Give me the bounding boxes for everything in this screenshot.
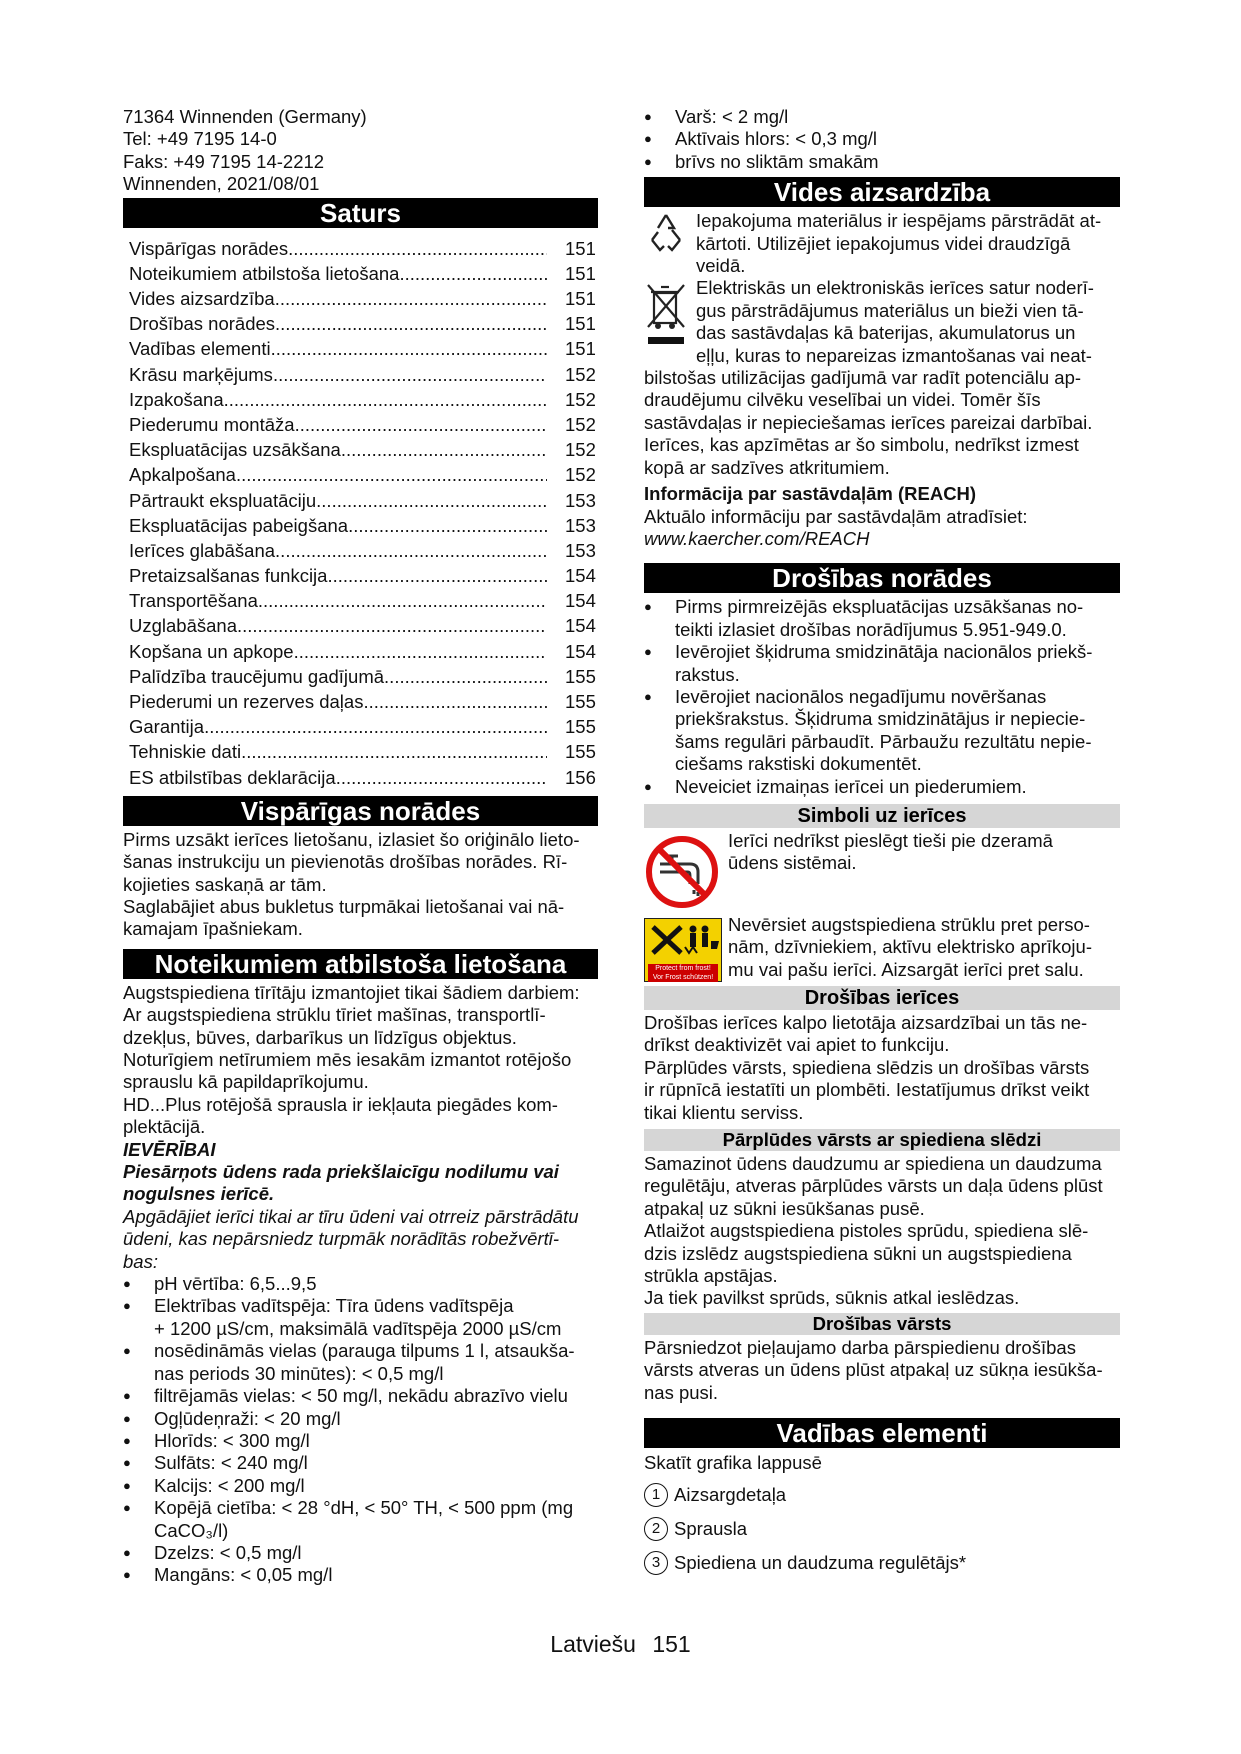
toc-leader-dots — [275, 538, 547, 563]
devices-line: drīkst deaktivizēt vai apiet to funkciju. — [644, 1034, 950, 1056]
toc-leader-dots — [295, 412, 547, 437]
control-item — [644, 1512, 1120, 1546]
toc-entry-label: Pretaizsalšanas funkcija — [129, 565, 328, 587]
safety-item-line: ● Ievērojiet šķidruma smidzinātāja nacionālos priekš- — [675, 641, 1093, 663]
control-label: Aizsargdetaļa — [674, 1484, 787, 1506]
toc-entry[interactable] — [123, 261, 598, 286]
toc-entry-page: 153 — [565, 539, 596, 561]
toc-heading: Saturs — [123, 198, 598, 228]
toc-entry-label: Pārtraukt ekspluatāciju — [129, 489, 317, 511]
recycle-icon — [644, 210, 688, 254]
limit-item-line: ● Sulfāts: < 240 mg/l — [154, 1452, 308, 1474]
toc-entry-label: Garantija — [129, 716, 205, 738]
recycle-line: Iepakojuma materiālus ir iespējams pārstrādāt at- — [696, 210, 1102, 232]
toc-entry-page: 152 — [565, 413, 596, 435]
toc-entry-label: Uzglabāšana — [129, 615, 237, 637]
symbol2-line: mu vai pašu ierīci. Aizsargāt ierīci pret salu. — [728, 958, 1084, 980]
tel-line: Tel: +49 7195 14-0 — [123, 128, 277, 150]
toc-entry[interactable] — [123, 538, 598, 563]
toc-leader-dots — [204, 714, 547, 739]
toc-leader-dots — [271, 336, 547, 361]
symbol2-line: nām, dzīvniekiem, aktīvu elektrisko aprīkoju- — [728, 936, 1092, 958]
toc-leader-dots — [275, 311, 547, 336]
intended-line: Ar augstspiediena strūklu tīriet mašīnas, transportlī- — [123, 1004, 546, 1026]
overflow-line: dzis izslēdz augstspiediena sūkni un augstspiediena — [644, 1242, 1072, 1264]
no-drinking-water-icon — [644, 834, 720, 910]
toc-entry[interactable] — [123, 739, 598, 764]
general-text — [123, 829, 598, 941]
toc-entry[interactable] — [123, 689, 598, 714]
limit-item-line: ● Dzelzs: < 0,5 mg/l — [154, 1541, 302, 1563]
control-label: Spiediena un daudzuma regulētājs* — [674, 1552, 967, 1574]
toc-entry-page: 152 — [565, 363, 596, 385]
table-of-contents — [123, 236, 598, 790]
frost-warning-label — [648, 964, 718, 982]
toc-entry-page: 151 — [565, 338, 596, 360]
toc-entry[interactable] — [123, 563, 598, 588]
overflow-line: Samazinot ūdens daudzumu ar spiediena un daudzuma — [644, 1153, 1102, 1174]
right-column — [644, 106, 1120, 1580]
intended-line: Augstspiediena tīrītāju izmantojiet tikai šādiem darbiem: — [123, 981, 580, 1003]
toc-leader-dots — [273, 362, 547, 387]
limit-item-line: ● Elektrības vadītspēja: Tīra ūdens vadītspēja — [154, 1295, 514, 1317]
symbol-protect-from-frost — [644, 914, 1120, 984]
reach-title: Informācija par sastāvdaļām (REACH) — [644, 483, 977, 505]
toc-leader-dots — [275, 286, 547, 311]
toc-entry[interactable] — [123, 236, 598, 261]
toc-leader-dots — [336, 765, 547, 790]
toc-entry-label: ES atbilstības deklarācija — [129, 766, 336, 788]
overflow-line: regulētāju, atveras pārplūdes vārsts un daļa ūdens plūst — [644, 1175, 1103, 1197]
controls-heading: Vadības elementi — [644, 1418, 1120, 1448]
toc-leader-dots — [341, 437, 547, 462]
toc-entry-page: 154 — [565, 615, 596, 637]
toc-entry-label: Piederumi un rezerves daļas — [129, 691, 364, 712]
limit-item — [123, 1430, 598, 1452]
valve-line: vārsts atveras un ūdens plūst atpakaļ uz sūkņa iesūkša- — [644, 1359, 1103, 1381]
toc-entry-page: 155 — [565, 716, 596, 738]
toc-leader-dots — [327, 563, 547, 588]
toc-entry[interactable] — [123, 362, 598, 387]
toc-entry-label: Vides aizsardzība — [129, 288, 275, 309]
limit-item — [123, 1475, 598, 1497]
toc-entry[interactable] — [123, 311, 598, 336]
protect-from-frost-icon — [644, 918, 722, 982]
toc-leader-dots — [241, 739, 547, 764]
limit-item-line: ● nosēdināmās vielas (parauga tilpums 1 l, atsaukša- — [154, 1340, 575, 1362]
toc-leader-dots — [236, 462, 547, 487]
symbol2-line: Nevērsiet augstspiediena strūklu pret perso- — [728, 913, 1090, 935]
weee-line: Ierīces, kas apzīmētas ar šo simbolu, nedrīkst izmest — [644, 434, 1079, 456]
toc-entry-label: Kopšana un apkope — [129, 640, 294, 662]
control-number-badge: 2 — [644, 1517, 668, 1541]
toc-entry-page: 156 — [565, 766, 596, 788]
safety-list — [644, 596, 1120, 798]
toc-leader-dots — [363, 689, 547, 714]
toc-entry[interactable] — [123, 714, 598, 739]
weee-text-indented — [644, 277, 1120, 367]
toc-entry[interactable] — [123, 639, 598, 664]
recycle-block — [644, 210, 1120, 277]
safety-valve-heading: Drošības vārsts — [644, 1313, 1120, 1335]
toc-entry-page: 154 — [565, 565, 596, 587]
safety-devices-text — [644, 1012, 1120, 1124]
no-spray-at-people-icon — [645, 919, 721, 959]
toc-entry-label: Piederumu montāža — [129, 413, 295, 435]
footer-language: Latviešu — [550, 1631, 636, 1657]
safety-valve-text — [644, 1337, 1120, 1404]
frost-label-de: Vor Frost schützen! — [652, 974, 714, 982]
toc-entry-label: Ekspluatācijas pabeigšana — [129, 514, 349, 536]
overflow-line: strūkla apstājas. — [644, 1265, 778, 1287]
toc-entry-label: Izpakošana — [129, 388, 224, 410]
toc-entry[interactable] — [123, 462, 598, 487]
toc-entry[interactable] — [123, 765, 598, 790]
symbol1-line: ūdens sistēmai. — [728, 852, 857, 874]
weee-text — [644, 367, 1120, 479]
recycle-line: kārtoti. Utilizējiet iepakojumus videi draudzīgā — [696, 232, 1071, 254]
control-item — [644, 1546, 1120, 1580]
general-heading: Vispārīgas norādes — [123, 796, 598, 826]
crossed-bin-icon — [644, 281, 690, 347]
limit-item-line: ● pH vērtība: 6,5...9,5 — [154, 1273, 317, 1295]
weee-line: eļļu, kuras to nepareizas izmantošanas vai neat- — [696, 344, 1092, 366]
address-line: 71364 Winnenden (Germany) — [123, 106, 367, 127]
devices-line: ir rūpnīcā iestatīti un plombēti. Iestatījumus drīkst veikt — [644, 1079, 1090, 1101]
place-date-line: Winnenden, 2021/08/01 — [123, 173, 320, 195]
water-limits-list — [123, 1273, 598, 1587]
safety-item-line: ● Ievērojiet nacionālos negadījumu novēršanas — [675, 685, 1047, 707]
limit-item — [123, 1408, 598, 1430]
toc-entry-page: 151 — [565, 237, 596, 259]
limit-item: ● brīvs no sliktām smakām — [644, 151, 1120, 173]
devices-line: tikai klientu serviss. — [644, 1101, 804, 1123]
environment-heading: Vides aizsardzība — [644, 177, 1120, 207]
weee-line: bilstošas utilizācijas gadījumā var radīt potenciālu ap- — [644, 367, 1082, 389]
control-number-badge: 1 — [644, 1483, 668, 1507]
safety-item-line: ● Neveiciet izmaiņas ierīcei un piederumiem. — [675, 775, 1027, 797]
symbols-heading: Simboli uz ierīces — [644, 804, 1120, 828]
general-line: kamajam īpašniekam. — [123, 918, 303, 940]
toc-entry-page: 152 — [565, 388, 596, 410]
safety-item-line: teikti izlasiet drošības norādījumus 5.951-949.0. — [675, 618, 1067, 640]
overflow-line: atpakaļ uz sūkni iesūkšanas pusē. — [644, 1197, 925, 1219]
toc-entry[interactable] — [123, 664, 598, 689]
weee-block — [644, 277, 1120, 367]
intended-use-heading: Noteikumiem atbilstoša lietošana — [123, 949, 598, 979]
limit-item — [123, 1542, 598, 1564]
notice-text-line: bas: — [123, 1250, 158, 1272]
limit-item — [123, 1295, 598, 1340]
notice-text-line: ūdeni, kas nepārsniedz turpmāk norādītās robežvērtī- — [123, 1228, 560, 1250]
recycle-line: veidā. — [696, 255, 746, 277]
toc-entry[interactable] — [123, 286, 598, 311]
page-footer — [0, 1631, 1241, 1658]
limit-item-line: nas periods 30 minūtes): < 0,5 mg/l — [154, 1362, 444, 1384]
safety-item-line: ciešams rakstiski dokumentēt. — [675, 753, 922, 775]
intended-line: HD...Plus rotējošā sprausla ir iekļauta piegādes kom- — [123, 1093, 558, 1115]
manufacturer-address — [123, 106, 598, 196]
weee-line: das sastāvdaļas kā baterijas, akumulatorus un — [696, 322, 1076, 344]
control-label: Sprausla — [674, 1518, 748, 1540]
toc-entry-label: Apkalpošana — [129, 464, 236, 486]
safety-item-line: ● Pirms pirmreizējās ekspluatācijas uzsākšanas no- — [675, 596, 1084, 618]
toc-entry-label: Ekspluatācijas uzsākšana — [129, 439, 341, 461]
general-line: Saglabājiet abus bukletus turpmākai lietošanai vai nā- — [123, 895, 565, 917]
weee-line: sastāvdaļas ir nepieciešamas ierīces pareizai darbībai. — [644, 411, 1093, 433]
limit-item — [123, 1497, 598, 1542]
toc-entry-label: Palīdzība traucējumu gadījumā — [129, 665, 385, 687]
intended-line: plektācijā. — [123, 1116, 206, 1138]
limit-item: ● Varš: < 2 mg/l — [644, 106, 1120, 128]
toc-entry[interactable] — [123, 513, 598, 538]
safety-item-line: priekšrakstus. Šķidruma smidzinātājus ir nepiecie- — [675, 708, 1086, 730]
overflow-line: Atlaižot augstspiediena pistoles sprūdu, spiediena slē- — [644, 1220, 1089, 1242]
limit-item-line: ● Ogļūdeņraži: < 20 mg/l — [154, 1407, 341, 1429]
toc-entry-label: Ierīces glabāšana — [129, 539, 276, 561]
toc-entry-page: 151 — [565, 313, 596, 335]
notice-text — [123, 1206, 598, 1273]
notice-warning-line: nogulsnes ierīcē. — [123, 1183, 275, 1205]
general-line: kojieties saskaņā ar tām. — [123, 873, 327, 895]
controls-list — [644, 1478, 1120, 1580]
toc-entry-page: 154 — [565, 590, 596, 612]
devices-line: Pārplūdes vārsts, spiediena slēdzis un drošības vārsts — [644, 1056, 1090, 1078]
limit-item: ● Aktīvais hlors: < 0,3 mg/l — [644, 128, 1120, 150]
safety-item-line: rakstus. — [675, 663, 740, 685]
reach-text: Aktuālo informāciju par sastāvdaļām atradīsiet: — [644, 505, 1028, 527]
left-column — [123, 106, 598, 1587]
notice-text-line: Apgādājiet ierīci tikai ar tīru ūdeni vai otrreiz pārstrādātu — [123, 1205, 579, 1227]
toc-entry-label: Vadības elementi — [129, 338, 271, 360]
safety-item — [644, 596, 1120, 641]
controls-intro: Skatīt grafika lappusē — [644, 1452, 822, 1474]
toc-entry[interactable] — [123, 387, 598, 412]
limit-item — [123, 1340, 598, 1385]
notice-label: IEVĒRĪBAI — [123, 1138, 216, 1160]
toc-entry-page: 152 — [565, 439, 596, 461]
limit-item-line: ● Kalcijs: < 200 mg/l — [154, 1474, 305, 1496]
frost-label-en: Protect from frost! — [655, 965, 711, 973]
toc-leader-dots — [224, 387, 547, 412]
toc-entry-page: 153 — [565, 489, 596, 511]
overflow-valve-heading: Pārplūdes vārsts ar spiediena slēdzi — [644, 1129, 1120, 1151]
weee-line: draudējumu cilvēku veselībai un videi. Tomēr šīs — [644, 389, 1041, 411]
toc-entry-page: 153 — [565, 514, 596, 536]
toc-leader-dots — [288, 236, 547, 261]
overflow-valve-text — [644, 1153, 1120, 1310]
toc-entry-label: Tehniskie dati — [129, 741, 242, 763]
valve-line: nas pusi. — [644, 1381, 719, 1403]
general-line: šanas instrukciju un pievienotās drošības norādes. Rī- — [123, 851, 568, 873]
control-number-badge: 3 — [644, 1551, 668, 1575]
toc-leader-dots — [237, 613, 547, 638]
toc-entry[interactable] — [123, 437, 598, 462]
weee-line: kopā ar sadzīves atkritumiem. — [644, 456, 890, 478]
toc-leader-dots — [258, 588, 547, 613]
toc-entry[interactable] — [123, 412, 598, 437]
toc-entry-label: Vispārīgas norādes — [129, 237, 289, 259]
safety-item — [644, 686, 1120, 776]
limit-item — [123, 1564, 598, 1586]
overflow-line: Ja tiek pavilkst sprūds, sūknis atkal ieslēdzas. — [644, 1287, 1020, 1309]
toc-entry-page: 155 — [565, 665, 596, 687]
toc-leader-dots — [294, 639, 547, 664]
devices-line: Drošības ierīces kalpo lietotāja aizsardzībai un tās ne- — [644, 1011, 1088, 1033]
safety-devices-heading: Drošības ierīces — [644, 986, 1120, 1010]
toc-entry-page: 151 — [565, 262, 596, 284]
control-item — [644, 1478, 1120, 1512]
toc-entry-label: Transportēšana — [129, 590, 258, 612]
toc-entry[interactable] — [123, 613, 598, 638]
limit-item-line: ● Mangāns: < 0,05 mg/l — [154, 1564, 333, 1586]
toc-entry-page: 151 — [565, 288, 596, 309]
weee-line: Elektriskās un elektroniskās ierīces satur noderī- — [696, 277, 1094, 299]
valve-line: Pārsniedzot pieļaujamo darba pārspiedienu drošības — [644, 1336, 1076, 1358]
intended-line: Noturīgiem netīrumiem mēs iesakām izmantot rotējošo — [123, 1049, 572, 1070]
water-limits-list-continued — [644, 106, 1120, 173]
toc-leader-dots — [316, 488, 547, 513]
limit-item-line: CaCO₃/l) — [154, 1519, 229, 1541]
weee-line: gus pārstrādājumus materiālus un bieži vien tā- — [696, 299, 1084, 321]
toc-entry-page: 155 — [565, 741, 596, 763]
safety-item-line: šams regulāri pārbaudīt. Pārbaužu rezultātu nepie- — [675, 730, 1092, 752]
fax-line: Faks: +49 7195 14-2212 — [123, 150, 325, 172]
toc-entry-page: 154 — [565, 640, 596, 662]
symbol-no-drinking-water — [644, 830, 1120, 908]
general-line: Pirms uzsākt ierīces lietošanu, izlasiet šo oriģinālo lieto- — [123, 828, 580, 850]
intended-line: sprauslu kā papildaprīkojumu. — [123, 1071, 369, 1093]
toc-entry[interactable] — [123, 588, 598, 613]
toc-entry-label: Krāsu marķējums — [129, 363, 273, 385]
toc-entry-label: Noteikumiem atbilstoša lietošana — [129, 262, 400, 284]
limit-item-line: ● Kopējā cietība: < 28 °dH, < 50° TH, < 500 ppm (mg — [154, 1497, 574, 1519]
intended-use-text — [123, 982, 598, 1139]
limit-item — [123, 1452, 598, 1474]
toc-entry[interactable] — [123, 336, 598, 361]
notice-warning-line: Piesārņots ūdens rada priekšlaicīgu nodilumu vai — [123, 1161, 559, 1183]
safety-item — [644, 776, 1120, 798]
reach-url[interactable]: www.kaercher.com/REACH — [644, 527, 870, 549]
safety-heading: Drošības norādes — [644, 563, 1120, 593]
toc-entry-page: 155 — [565, 691, 596, 712]
limit-item — [123, 1273, 598, 1295]
toc-entry-label: Drošības norādes — [129, 313, 276, 335]
toc-entry[interactable] — [123, 488, 598, 513]
limit-item-line: ● Hlorīds: < 300 mg/l — [154, 1429, 310, 1451]
toc-leader-dots — [399, 261, 547, 286]
recycle-text — [644, 210, 1120, 277]
toc-leader-dots — [348, 513, 547, 538]
limit-item-line: ● filtrējamās vielas: < 50 mg/l, nekādu abrazīvo vielu — [154, 1385, 568, 1407]
toc-entry-page: 152 — [565, 464, 596, 486]
safety-item — [644, 641, 1120, 686]
page-number: 151 — [652, 1631, 691, 1657]
toc-leader-dots — [384, 664, 547, 689]
notice-warning — [123, 1161, 598, 1206]
symbol1-line: Ierīci nedrīkst pieslēgt tieši pie dzeramā — [728, 829, 1053, 851]
intended-line: dzekļus, būves, darbarīkus un līdzīgus objektus. — [123, 1026, 517, 1048]
limit-item-line: + 1200 µS/cm, maksimālā vadītspēja 2000 µS/cm — [154, 1317, 562, 1339]
limit-item — [123, 1385, 598, 1407]
